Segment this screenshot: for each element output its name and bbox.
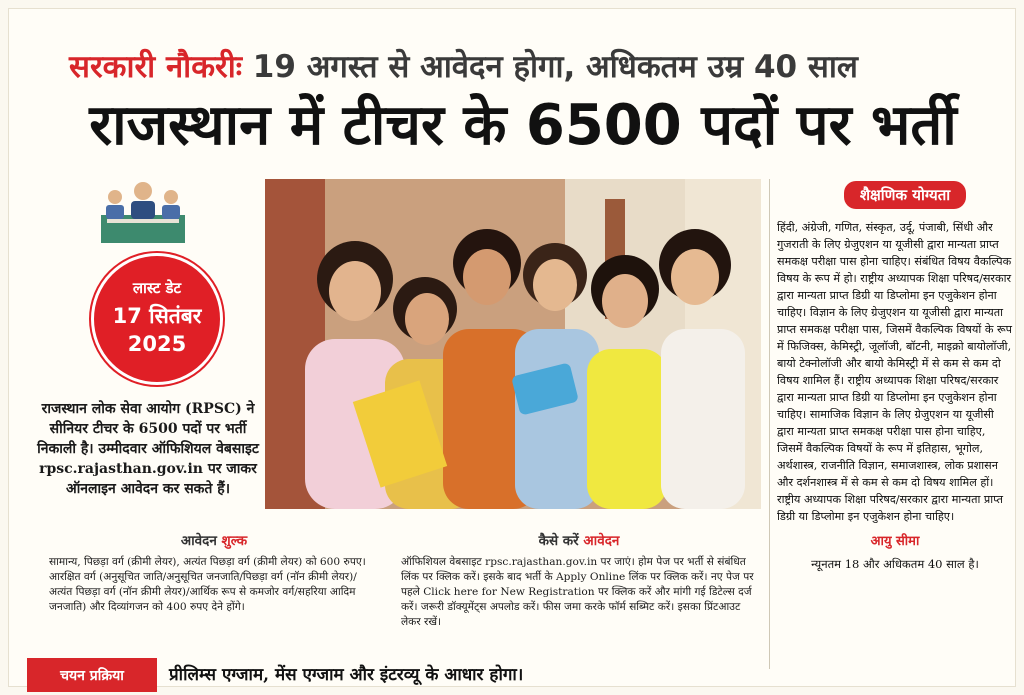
left-column [29, 173, 261, 513]
fee-section [49, 531, 379, 615]
age-title: आयु सीमा [870, 534, 920, 549]
subheadline: 19 अगस्त से आवेदन होगा, अधिकतम उम्र 40 साल [252, 49, 858, 85]
education-title-wrap [797, 181, 1013, 209]
fee-title-b: शुल्क [221, 533, 248, 549]
badge-year: 2025 [127, 332, 187, 356]
education-text: हिंदी, अंग्रेजी, गणित, संस्कृत, उर्दू, पंजाबी, सिंधी और गुजराती के लिए ग्रेजुएशन या यूजीसी द्वारा मान्यता प्राप्त समकक्ष परीक्षा पास होना चाहिए। संबंधित विषय वैकल्पिक विषय के रूप में हो। राष्ट्रीय अध्यापक शिक्षा परिषद/सरकार द्वारा मान्यता प्राप्त डिग्री या डिप्लोमा इन एजुकेशन होना चाहिए। विज्ञान के लिए ग्रेजुएशन या यूजीसी द्वारा मान्यता प्राप्त समकक्ष परीक्षा पास, जिसमें वैकल्पिक विषयों के रूप में फिजिक्स, केमिस्ट्री, जूलॉजी, बॉटनी, माइक्रो बायोलॉजी, बायो टेक्नोलॉजी और बायो केमिस्ट्री में से कम से कम दो विषय शामिल हैं। राष्ट्रीय अध्यापक शिक्षा परिषद/सरकार द्वारा मान्यता प्राप्त डिग्री या डिप्लोमा इन एजुकेशन होना चाहिए। सामाजिक विज्ञान के लिए ग्रेजुएशन या यूजीसी द्वारा मान्यता प्राप्त समकक्ष परीक्षा पास होना चाहिए, जिसमें वैकल्पिक विषयों के रूप में इतिहास, भूगोल, अर्थशास्त्र, राजनीति विज्ञान, समाजशास्त्र, लोक प्रशासन और दर्शनशास्त्र में से कम से कम दो विषय शामिल हों। राष्ट्रीय अध्यापक शिक्षा परिषद/सरकार द्वारा मान्यता प्राप्त डिग्री या डिप्लोमा इन एजुकेशन होना चाहिए। [777, 221, 1013, 523]
how-to-apply-section [401, 531, 757, 630]
badge-label: लास्ट डेट [132, 279, 182, 297]
kicker-line [69, 47, 969, 87]
column-divider [769, 179, 770, 669]
badge-date: 17 सितंबर [112, 304, 202, 328]
fee-title-a: आवेदन [180, 533, 217, 549]
students-illustration [265, 179, 761, 509]
students-photo [265, 179, 761, 509]
age-text: न्यूनतम 18 और अधिकतम 40 साल है। [811, 557, 979, 571]
newspaper-clipping [8, 8, 1016, 687]
right-column [777, 181, 1013, 681]
officials-icon [95, 179, 191, 245]
intro-paragraph: राजस्थान लोक सेवा आयोग (RPSC) ने सीनियर टीचर के 6500 पदों पर भर्ती निकाली है। उम्मीदवार ऑफिशियल वेबसाइट rpsc.rajasthan.gov.in पर जाकर ऑनलाइन आवेदन कर सकते हैं। [37, 401, 259, 497]
fee-text: सामान्य, पिछड़ा वर्ग (क्रीमी लेयर), अत्यंत पिछड़ा वर्ग (क्रीमी लेयर) को 600 रुपए। आरक्षित वर्ग (अनुसूचित जाति/अनुसूचित जनजाति/पिछड़ा वर्ग (नॉन क्रीमी लेयर)/अत्यंत पिछड़ा वर्ग (नॉन क्रीमी लेयर)/आर्थिक रूप से कमजोर वर्ग/सहरिया आदिम जनजाति) और दिव्यांगजन को 400 रुपए देने होंगे। [49, 556, 366, 613]
how-title [401, 531, 757, 549]
selection-text: प्रीलिम्स एग्जाम, मेंस एग्जाम और इंटरव्यू के आधार होगा। [169, 665, 524, 685]
last-date-badge [91, 253, 223, 385]
how-title-b: आवेदन [583, 533, 620, 549]
headline: राजस्थान में टीचर के 6500 पदों पर भर्ती [89, 93, 957, 158]
how-text: ऑफिशियल वेबसाइट rpsc.rajasthan.gov.in पर जाएं। होम पेज पर भर्ती से संबंधित लिंक पर क्लिक करें। इसके बाद भर्ती के Apply Online लिंक पर क्लिक करें। नए पेज पर पहले Click here for New Registration पर क्लिक करें और मांगी गई डिटेल्स दर्ज करें। जरूरी डॉक्यूमेंट्स अपलोड करें। फीस जमा करके फॉर्म सब्मिट करें। इसका प्रिंटआउट लेकर रखें। [401, 556, 754, 628]
education-title: शैक्षणिक योग्यता [844, 181, 966, 209]
selection-label: चयन प्रक्रिया [27, 658, 157, 692]
kicker-label: सरकारी नौकरीः [69, 49, 242, 85]
fee-title [49, 531, 379, 549]
how-title-a: कैसे करें [538, 533, 579, 549]
